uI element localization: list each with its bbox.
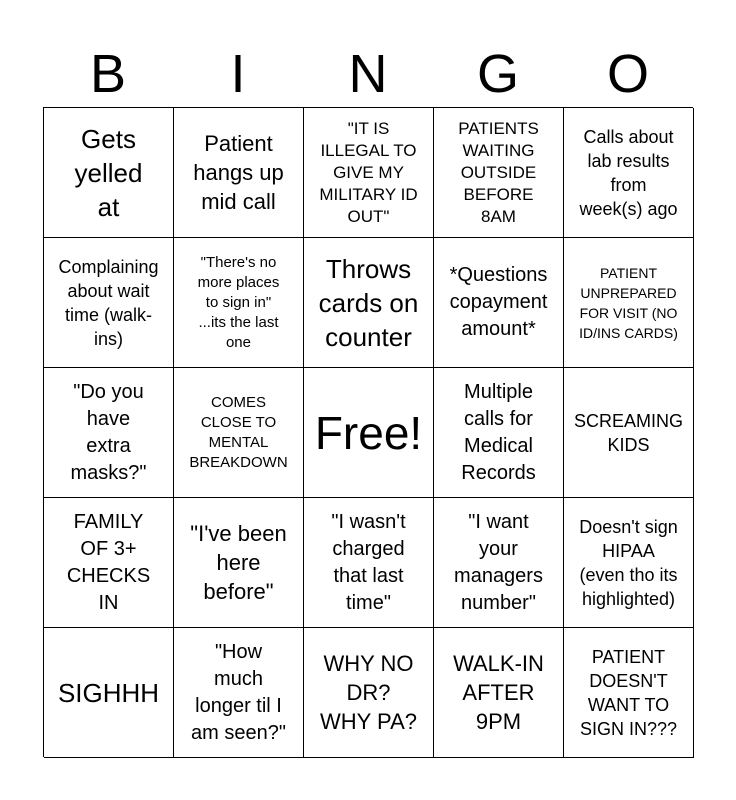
bingo-cell-1-2[interactable]	[174, 108, 304, 238]
header-letter-i: I	[230, 44, 246, 104]
bingo-cell-3-4[interactable]	[434, 368, 564, 498]
header-letter-b: B	[89, 44, 127, 104]
cell-text: "I've been here before"	[190, 521, 287, 604]
bingo-cell-5-2[interactable]	[174, 628, 304, 758]
bingo-cell-4-5[interactable]	[564, 498, 694, 628]
bingo-cell-2-3[interactable]	[304, 238, 434, 368]
bingo-cell-4-2[interactable]	[174, 498, 304, 628]
bingo-cell-5-5[interactable]	[564, 628, 694, 758]
header-letter-g: G	[476, 44, 519, 104]
bingo-cell-3-2[interactable]	[174, 368, 304, 498]
bingo-cell-2-5[interactable]	[564, 238, 694, 368]
cell-text: COMES CLOSE TO MENTAL BREAKDOWN	[189, 393, 288, 471]
cell-text: Throws cards on counter	[318, 253, 419, 352]
cell-text: PATIENT UNPREPARED FOR VISIT (NO ID/INS CARDS)	[579, 264, 678, 341]
header-letter-o: O	[606, 44, 649, 104]
bingo-cell-4-4[interactable]	[434, 498, 564, 628]
bingo-cell-3-1[interactable]	[44, 368, 174, 498]
cell-text: PATIENTS WAITING OUTSIDE BEFORE 8AM	[458, 118, 539, 226]
cell-text: "I wasn't charged that last time"	[331, 510, 406, 614]
bingo-cell-2-1[interactable]	[44, 238, 174, 368]
bingo-cell-2-4[interactable]	[434, 238, 564, 368]
bingo-cell-4-3[interactable]	[304, 498, 434, 628]
bingo-cell-3-5[interactable]	[564, 368, 694, 498]
cell-text: "How much longer til I am seen?"	[191, 640, 286, 744]
cell-text: "Do you have extra masks?"	[70, 380, 147, 484]
bingo-cell-1-5[interactable]	[564, 108, 694, 238]
cell-text: Multiple calls for Medical Records	[461, 380, 536, 484]
cell-text: Calls about lab results from week(s) ago	[579, 126, 678, 219]
header-letter-n: N	[348, 44, 388, 104]
cell-text: PATIENT DOESN'T WANT TO SIGN IN???	[579, 646, 678, 739]
bingo-cell-1-1[interactable]	[44, 108, 174, 238]
bingo-cell-1-3[interactable]	[304, 108, 434, 238]
bingo-grid	[43, 107, 693, 757]
bingo-cell-2-2[interactable]	[174, 238, 304, 368]
cell-text: "IT IS ILLEGAL TO GIVE MY MILITARY ID OUT"	[319, 118, 418, 226]
bingo-cell-3-3[interactable]	[304, 368, 434, 498]
bingo-cell-5-3[interactable]	[304, 628, 434, 758]
cell-text: SCREAMING KIDS	[573, 410, 683, 455]
bingo-cell-5-4[interactable]	[434, 628, 564, 758]
cell-text: "I want your managers number"	[454, 510, 543, 614]
cell-text: Patient hangs up mid call	[193, 131, 284, 214]
cell-text: WHY NO DR? WHY PA?	[320, 651, 417, 734]
cell-text: Complaining about wait time (walk- ins)	[58, 256, 159, 349]
cell-text: Doesn't sign HIPAA (even tho its highlighted)	[579, 516, 678, 609]
cell-text: WALK-IN AFTER 9PM	[453, 651, 544, 734]
bingo-cell-1-4[interactable]	[434, 108, 564, 238]
cell-text: FAMILY OF 3+ CHECKS IN	[66, 510, 151, 614]
cell-text: "There's no more places to sign in" ...its the last one	[197, 253, 280, 351]
cell-text: Gets yelled at	[74, 123, 143, 222]
bingo-cell-5-1[interactable]	[44, 628, 174, 758]
free-space: Free!	[314, 406, 423, 459]
cell-text: SIGHHH	[57, 677, 160, 708]
bingo-cell-4-1[interactable]	[44, 498, 174, 628]
cell-text: *Questions copayment amount*	[449, 264, 548, 340]
bingo-header	[43, 40, 693, 108]
